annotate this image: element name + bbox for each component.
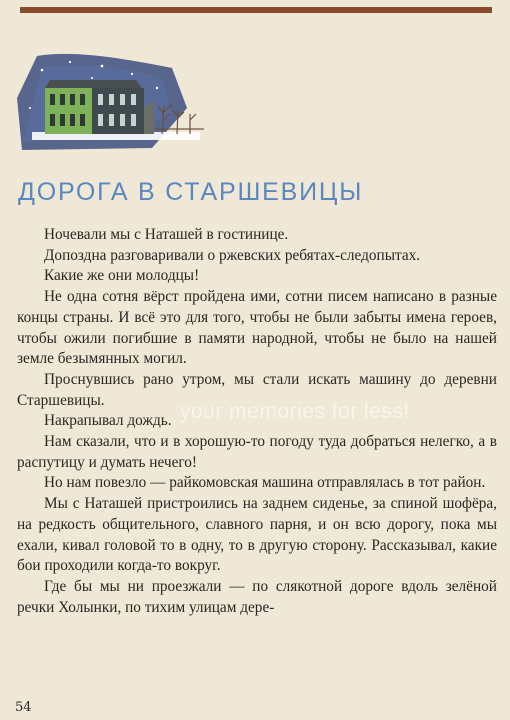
house-illustration — [12, 48, 212, 158]
paragraph: Накрапывал дождь. — [44, 412, 172, 430]
paragraph: Где бы мы ни проезжали — по слякотной дороге вдоль зелёной речки Холынки, по тихим улицам дере- — [17, 577, 497, 616]
paragraph: Проснувшись рано утром, мы стали искать машину до деревни Старшевицы. — [17, 370, 497, 409]
paragraph: Не одна сотня вёрст пройдена ими, сотни писем написано в разные концы страны. И всё это для того, чтобы не были забыты имена героев, чтобы ожили погибшие в памяти народной, чтобы не было на нашей земле безымянных могил. — [17, 288, 497, 368]
paragraph: Но нам повезло — райкомовская машина отправлялась в тот район. — [44, 474, 486, 492]
chapter-title: ДОРОГА В СТАРШЕВИЦЫ — [18, 178, 364, 206]
paragraph: Ночевали мы с Наташей в гостинице. — [44, 226, 289, 243]
paragraph: Допоздна разговаривали о ржевских ребятах-следопытах. — [44, 246, 421, 264]
page-number: 54 — [15, 700, 32, 715]
paragraph: Какие же они молодцы! — [44, 267, 200, 285]
watermark-text: your memories for less! — [180, 400, 410, 423]
paragraph: Нам сказали, что и в хорошую-то погоду туда добраться нелегко, а в распутицу и думать нечего! — [17, 433, 497, 471]
top-decorative-rule — [20, 7, 492, 13]
paragraph: Мы с Наташей пристроились на заднем сиденье, за спиной шофёра, на редкость общительного, славного парня, и он всю дорогу, пока мы ехали, кивал головой то в одну, то в другую сторону. Рассказывал, какие бои проходили когда-то вокруг. — [17, 495, 497, 575]
